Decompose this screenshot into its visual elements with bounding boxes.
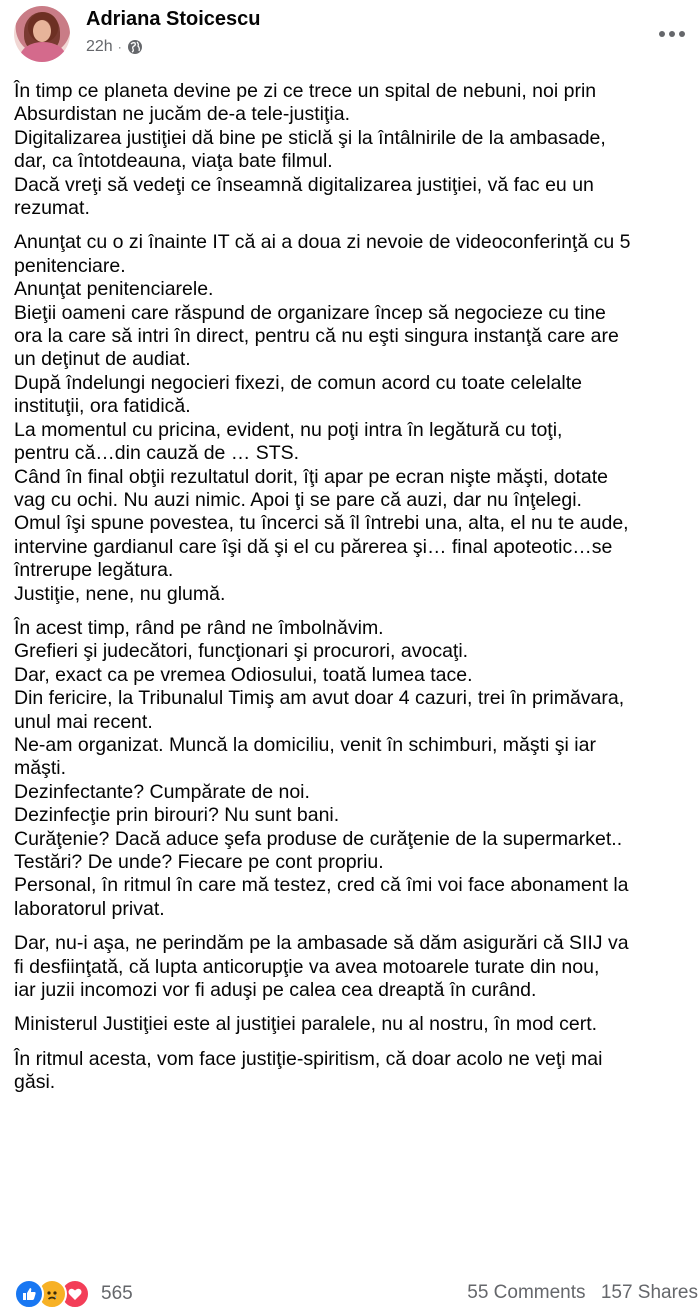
post-text-line: rezumat. [14,197,90,220]
like-icon [14,1279,44,1309]
post-text-line: La momentul cu pricina, evident, nu poţi intra în legătură cu toţi, [14,418,563,441]
post-text-line: Absurdistan ne jucăm de-a tele-justiţia. [14,103,351,126]
more-options-icon[interactable] [658,20,686,42]
post-text-line: Testări? De unde? Fiecare pe cont propriu. [14,851,384,873]
globe-icon[interactable] [127,39,143,55]
author-name[interactable]: Adriana Stoicescu [86,8,261,30]
post-text-line: intervine gardianul care îşi dă şi el cu părerea şi… final apoteotic…se [14,535,613,558]
post-text-line: Grefieri şi judecători, funcţionari şi procurori, avocaţi. [14,640,469,663]
post-text-line: găsi. [14,1071,56,1094]
post-text-line: un deţinut de audiat. [14,348,191,371]
post-text-line: Dar, nu-i aşa, ne perindăm pe la ambasade să dăm asigurări că SIIJ va [14,932,629,955]
post-body [14,80,692,1106]
post-text-line: În timp ce planeta devine pe zi ce trece un spital de nebuni, noi prin [14,80,597,102]
post-text-line: Personal, în ritmul în care mă testez, cred că îmi voi face abonament la [14,874,629,897]
post-text-line: Din fericire, la Tribunalul Timiş am avut doar 4 cazuri, trei în primăvara, [14,687,625,710]
post-meta [86,38,143,56]
post-paragraph [14,1013,692,1036]
post-text-line: întrerupe legătura. [14,559,174,582]
post-paragraph [14,80,692,220]
post-header [14,6,686,62]
post-text-line: Ne-am organizat. Muncă la domiciliu, venit în schimburi, măşti şi iar [14,733,596,756]
post-text-line: ora la care să intri în direct, pentru că nu eşti singura instanţă care are [14,325,619,348]
post-text-line: penitenciare. [14,254,126,277]
post-text-line: După îndelungi negocieri fixezi, de comun acord cu toate celelalte [14,371,583,394]
post-text-line: vag cu ochi. Nu auzi nimic. Apoi ţi se pare că auzi, dar nu înţelegi. [14,488,582,511]
post-text-line: Dezinfecţie prin birouri? Nu sunt bani. [14,804,340,827]
post-text-line: Dacă vreţi să vedeţi ce înseamnă digitalizarea justiţiei, vă fac eu un [14,173,594,196]
post-footer [14,1276,698,1312]
post-text-line: instituţii, ora fatidică. [14,395,191,418]
post-text-line: dar, ca întotdeauna, viaţa bate filmul. [14,150,333,173]
post-text-line: Curăţenie? Dacă aduce şefa produse de curăţenie de la supermarket.. [14,827,623,850]
post-text-line: Anunţat penitenciarele. [14,278,214,301]
post-text-line: pentru că…din cauză de … STS. [14,442,300,465]
post-text-line: Omul îşi spune povestea, tu încerci să îl întrebi una, alta, el nu te aude, [14,512,629,535]
meta-separator: · [117,40,122,54]
post-text-line: măşti. [14,757,67,780]
post-timestamp[interactable]: 22h [86,38,113,55]
post-text-line: Bieţii oameni care răspund de organizare încep să negocieze cu tine [14,301,606,324]
post-text-line: unul mai recent. [14,710,153,733]
post-text-line: fi desfiinţată, că lupta anticorupţie va avea motoarele turate din nou, [14,955,600,978]
shares-count[interactable]: 157 Shares [600,1282,698,1303]
post-text-line: Justiţie, nene, nu glumă. [14,582,226,605]
post-text-line: În ritmul acesta, vom face justiţie-spiritism, că doar acolo ne veţi mai [14,1047,603,1070]
post-text-line: Dar, exact ca pe vremea Odiosului, toată lumea tace. [14,663,473,686]
engagement-counts [467,1282,698,1304]
post-paragraph [14,1048,692,1095]
reaction-count: 565 [101,1283,133,1304]
post-paragraph [14,932,692,1002]
post-text-line: Când în final obţii rezultatul dorit, îţi apar pe ecran nişte măşti, dotate [14,465,608,488]
comments-count[interactable]: 55 Comments [467,1282,586,1303]
reactions-summary[interactable] [14,1276,133,1312]
post-text-line: iar juzii incomozi vor fi aduşi pe calea cea dreaptă în curând. [14,979,537,1002]
post-text-line: Dezinfectante? Cumpărate de noi. [14,780,310,803]
post-text-line: Ministerul Justiţiei este al justiţiei paralele, nu al nostru, în mod cert. [14,1013,598,1036]
post-paragraph [14,617,692,921]
post-paragraph [14,231,692,606]
post-text-line: Anunţat cu o zi înainte IT că ai a doua zi nevoie de videoconferinţă cu 5 [14,231,631,254]
post-text-line: În acest timp, rând pe rând ne îmbolnăvim. [14,616,384,639]
avatar[interactable] [14,6,70,62]
post-text-line: Digitalizarea justiţiei dă bine pe sticlă şi la întâlnirile de la ambasade, [14,126,606,149]
post-text-line: laboratorul privat. [14,897,165,920]
